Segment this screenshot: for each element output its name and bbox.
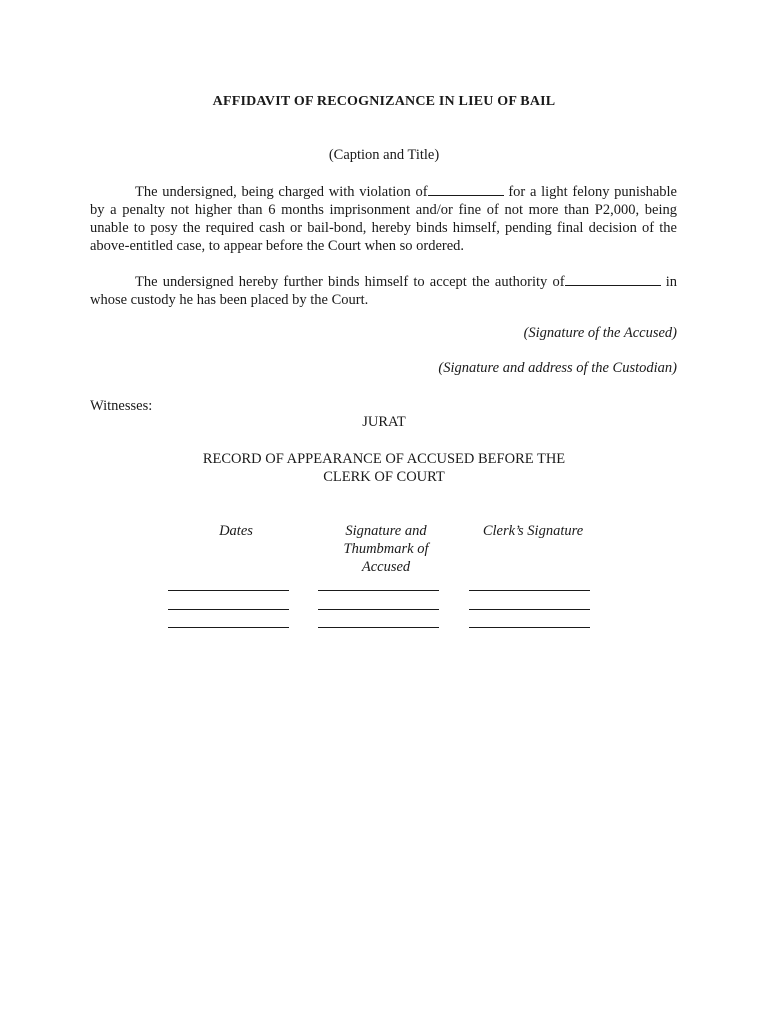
column-header-signature-line2: Thumbmark of xyxy=(343,541,429,557)
clerk-line-row1 xyxy=(469,590,590,591)
record-heading-line2: CLERK OF COURT xyxy=(323,469,445,485)
paragraph-charge-text-before: The undersigned, being charged with violation of xyxy=(135,184,428,200)
document-title: AFFIDAVIT OF RECOGNIZANCE IN LIEU OF BAIL xyxy=(212,94,556,109)
signature-line-row1 xyxy=(318,590,439,591)
jurat-heading: JURAT xyxy=(362,414,406,430)
authority-blank xyxy=(565,272,661,286)
record-of-appearance-heading xyxy=(0,450,768,486)
signature-accused-label: (Signature of the Accused) xyxy=(523,325,677,341)
column-header-dates xyxy=(166,522,306,540)
dates-line-row2 xyxy=(168,609,289,610)
violation-blank xyxy=(428,182,504,196)
column-header-signature-thumbmark xyxy=(316,522,456,576)
clerk-line-row2 xyxy=(469,609,590,610)
signature-custodian-label: (Signature and address of the Custodian) xyxy=(438,360,677,376)
caption-and-title: (Caption and Title) xyxy=(328,147,440,163)
column-header-clerk-line1: Clerk’s Signature xyxy=(482,523,584,539)
column-header-signature-line1: Signature and xyxy=(345,523,427,539)
clerk-line-row3 xyxy=(469,627,590,628)
witnesses-label: Witnesses: xyxy=(90,398,153,414)
paragraph-custody-text-after: in whose custody he has been placed by the Court. xyxy=(90,274,677,308)
dates-line-row1 xyxy=(168,590,289,591)
paragraph-charge xyxy=(90,182,677,255)
paragraph-charge-text-after: for a light felony punishable by a penalty not higher than 6 months imprisonment and/or fine of not more than P2,000, being unable to posy the required cash or bail-bond, hereby binds himself, pending final decision of the above-entitled case, to appear before the Court when so ordered. xyxy=(90,184,677,254)
signature-line-row3 xyxy=(318,627,439,628)
column-header-signature-line3: Accused xyxy=(361,559,411,575)
paragraph-custody-text-before: The undersigned hereby further binds himself to accept the authority of xyxy=(135,274,565,290)
column-header-dates-line1: Dates xyxy=(219,523,253,539)
paragraph-custody xyxy=(90,272,677,309)
column-header-clerk-signature xyxy=(463,522,603,540)
record-heading-line1: RECORD OF APPEARANCE OF ACCUSED BEFORE THE xyxy=(202,451,566,467)
dates-line-row3 xyxy=(168,627,289,628)
signature-line-row2 xyxy=(318,609,439,610)
